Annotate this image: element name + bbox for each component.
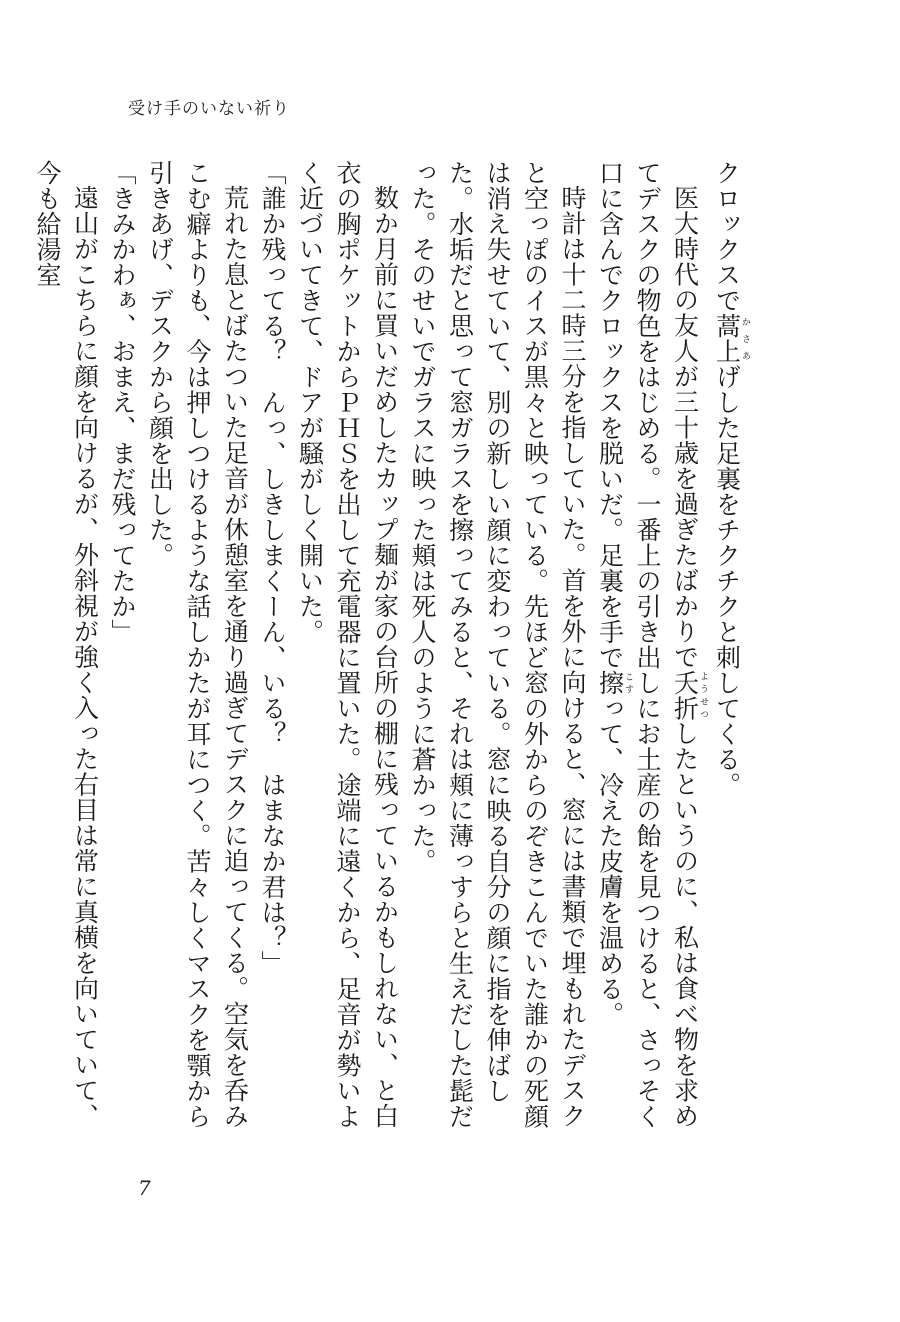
paragraph-8: 遠山がこちらに顔を向けるが、外斜視が強く入った右目は常に真横を向いていて、今も給湯室 — [33, 160, 100, 1129]
page-number: 7 — [138, 1176, 151, 1200]
running-title: 受け手のいない祈り — [128, 99, 290, 119]
ruby-annotation: 擦こす — [595, 670, 633, 696]
paragraph-6: 荒れた息とばたついた足音が休憩室を通り過ぎてデスクに迫ってくる。空気を呑みこむ癖よりも、今は押しつけるような話しかたが耳につく。苦々しくマスクを顎から引きあげ、デスクから顔を出した。 — [145, 160, 250, 1129]
dialogue-1: 「誰か残ってる？ んっ、しきしまくーん、いる？ はまなか君は？」 — [258, 160, 287, 976]
paragraph-3: 時計は十二時三分を指していた。首を外に向けると、窓には書類で埋もれたデスクと空っぽのイスが黒々と映っている。先ほど窓の外からのぞきこんでいた誰かの死顔は消え失せていて、別の新しい顔に変わっている。窓に映る自分の顔に指を伸ばした。水垢だと思って窓ガラスを擦ってみると、それは頬に薄っすらと生えだした髭だった。そのせいでガラスに映った頬は死人のように蒼かった。 — [408, 160, 587, 1129]
ruby-annotation: 蒿上かさあ — [712, 313, 750, 364]
dialogue-2: 「きみかわぁ、おまえ、まだ残ってたか」 — [108, 160, 137, 645]
body-text — [29, 160, 751, 1140]
paragraph-4: 数か月前に買いだめしたカップ麺が家の台所の棚に残っているかもしれない、と白衣の胸ポケットからＰＨＳを出して充電器に置いた。途端に遠くから、足音が勢いよく近づいてきて、ドアが騒がしく開いた。 — [295, 160, 400, 1129]
paragraph-2: 医大時代の友人が三十歳を過ぎたばかりで夭折ようせつしたというのに、私は食べ物を求めてデスクの物色をはじめる。一番上の引き出しにお土産の飴を見つけると、さっそく口に含んでクロックスを脱いだ。足裏を手で擦こすって、冷えた皮膚を温める。 — [595, 160, 708, 1129]
ruby-annotation: 夭折ようせつ — [670, 669, 708, 721]
paragraph-1: クロックスで蒿上かさあげした足裏をチクチクと刺してくる。 — [712, 160, 750, 798]
